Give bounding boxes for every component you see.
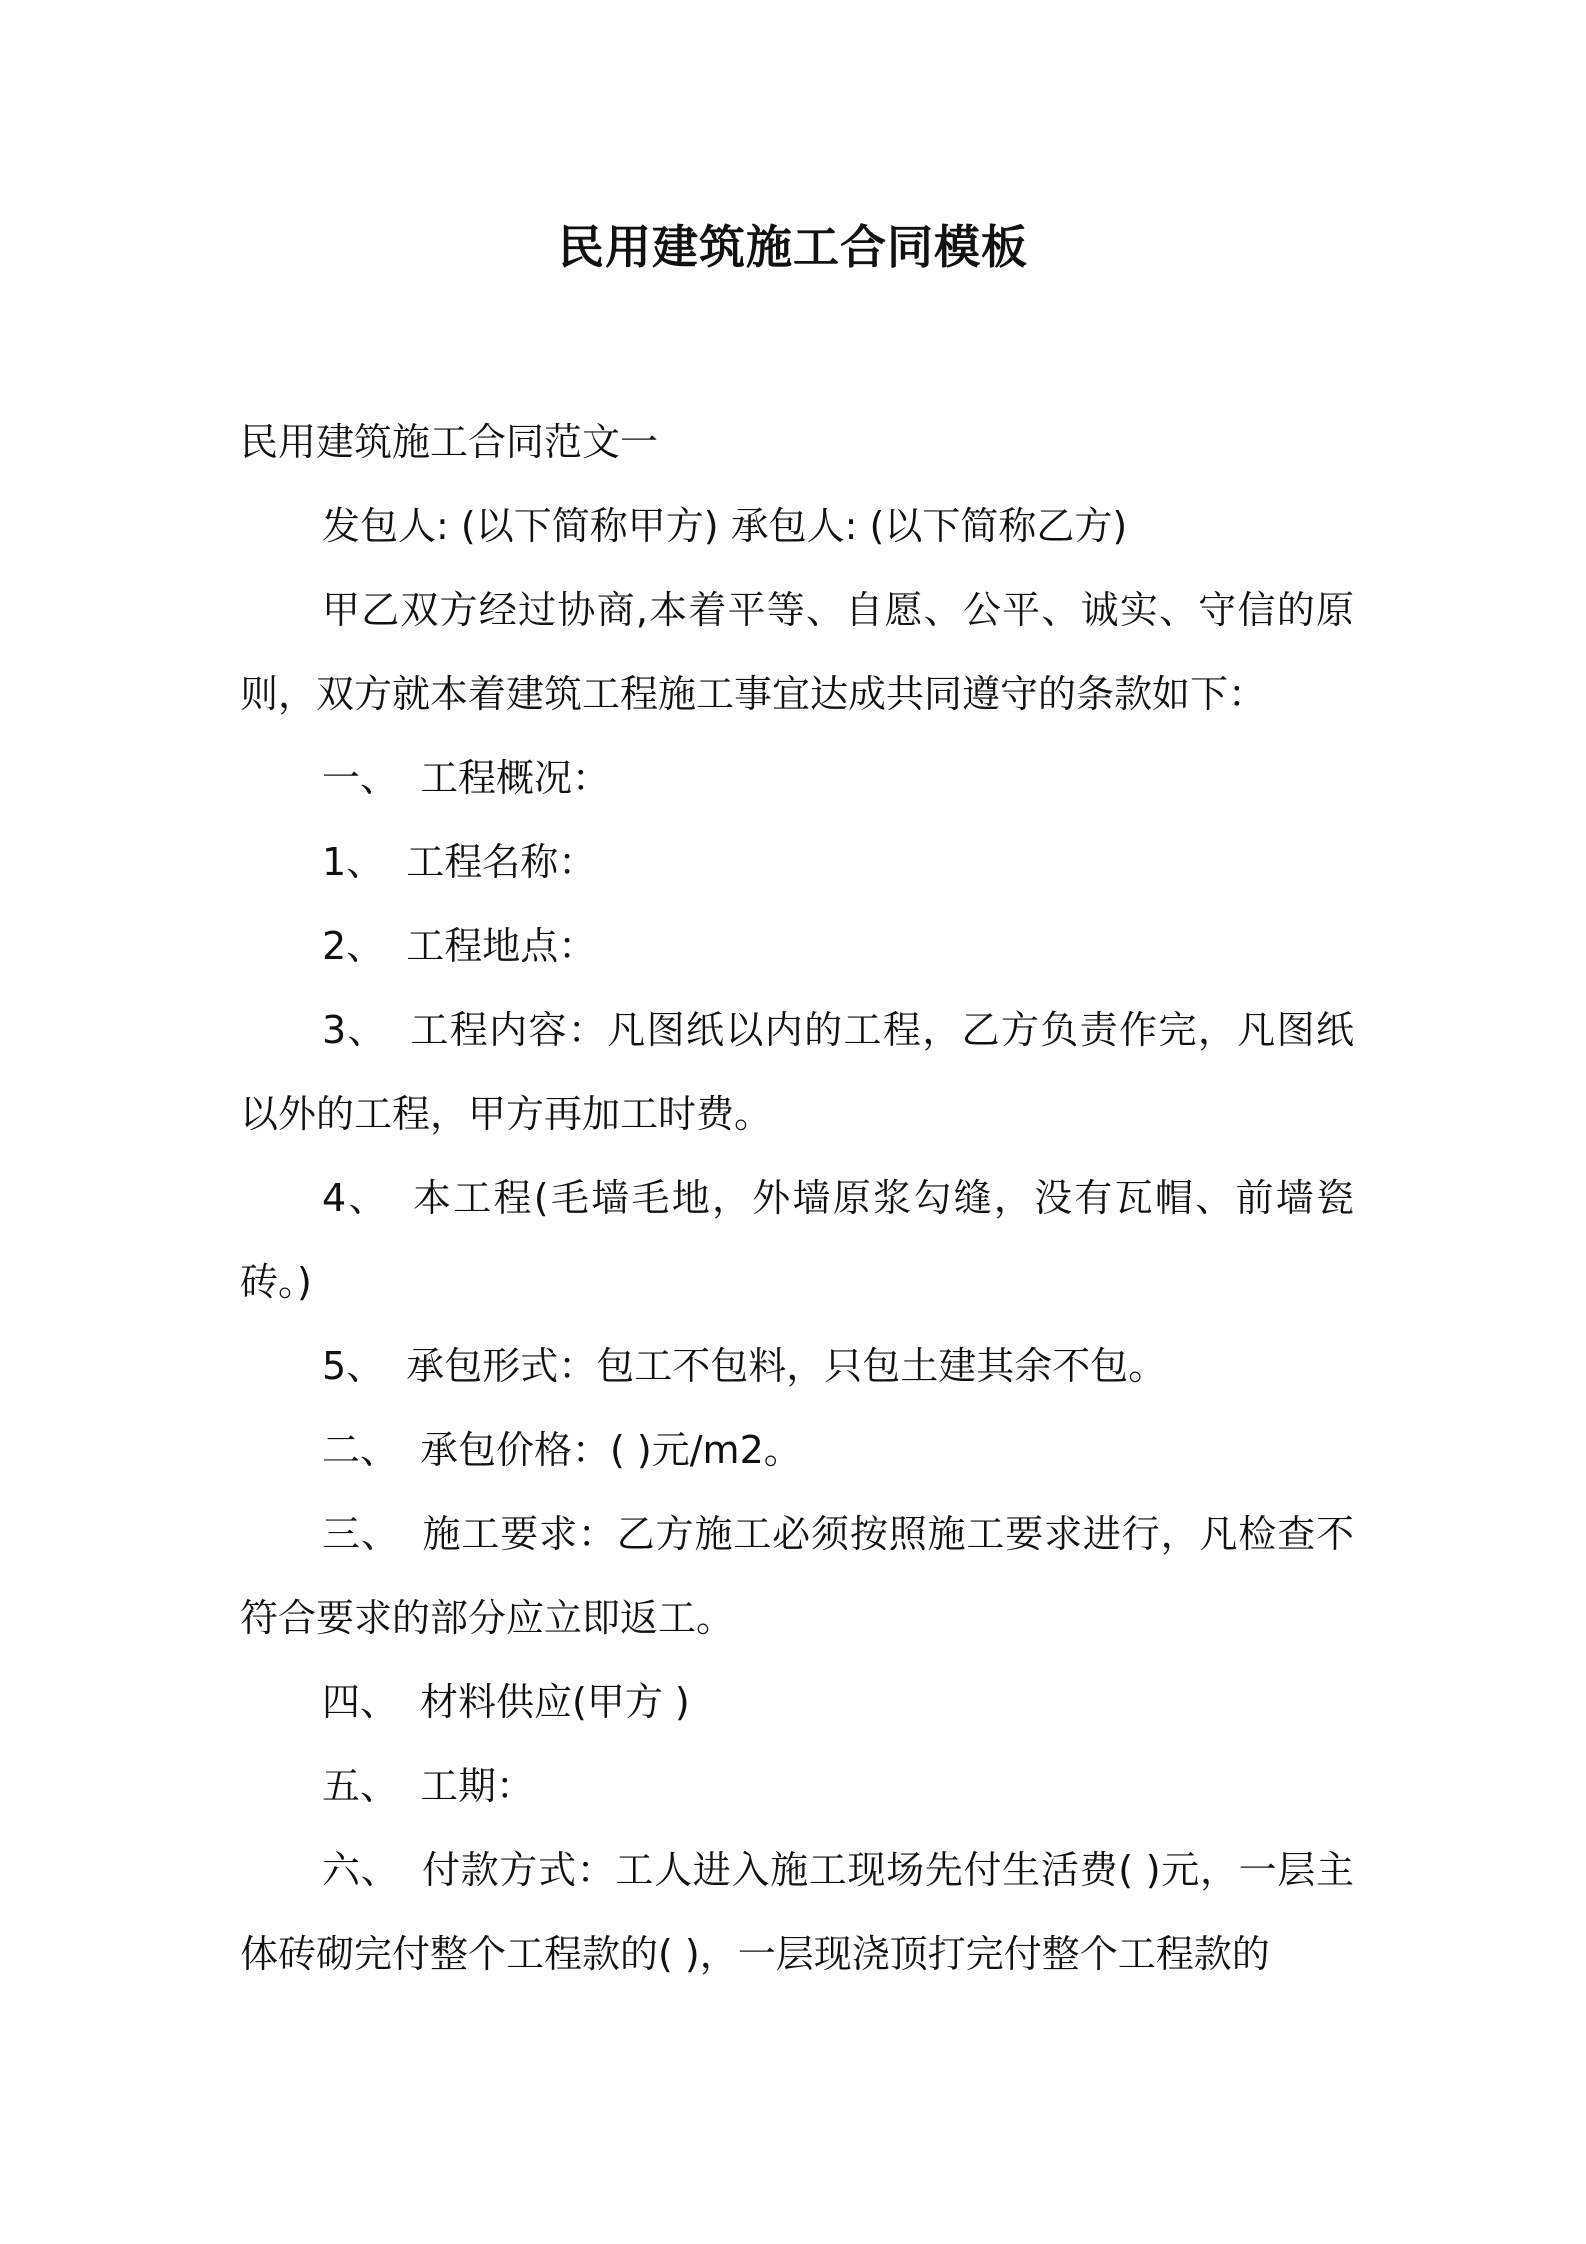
section-6	[240, 1828, 1354, 1996]
item-1	[240, 820, 1354, 904]
item-text: 工程地点：	[406, 924, 597, 968]
section-text: 工期：	[420, 1764, 535, 1808]
item-4	[240, 1156, 1354, 1324]
section-number: 四、	[322, 1680, 399, 1724]
section-text: 承包价格：( )元/m2。	[420, 1428, 802, 1472]
section-number: 一、	[322, 756, 399, 800]
item-text: 本工程(毛墙毛地，外墙原浆勾缝，没有瓦帽、前墙瓷砖。)	[240, 1176, 1354, 1304]
item-text: 承包形式：包工不包料，只包土建其余不包。	[406, 1344, 1167, 1388]
item-number: 4、	[322, 1176, 389, 1220]
section-number: 五、	[322, 1764, 399, 1808]
item-number: 5、	[322, 1344, 385, 1388]
item-text: 工程名称：	[406, 840, 597, 884]
parties-line: 发包人: (以下简称甲方) 承包人: (以下简称乙方)	[322, 504, 1128, 548]
subtitle: 民用建筑施工合同范文一	[240, 420, 659, 464]
document-title: 民用建筑施工合同模板	[558, 220, 1028, 274]
item-number: 2、	[322, 924, 385, 968]
section-4	[240, 1660, 1354, 1744]
section-number: 三、	[322, 1512, 400, 1556]
section-number: 六、	[322, 1848, 400, 1892]
section-text: 付款方式：工人进入施工现场先付生活费( )元，一层主体砖砌完付整个工程款的( )，一层现浇顶打完付整个工程款的	[240, 1848, 1354, 1976]
section-text: 材料供应(甲方 )	[420, 1680, 690, 1724]
document-body	[240, 400, 1354, 1996]
section-5	[240, 1744, 1354, 1828]
item-2	[240, 904, 1354, 988]
item-number: 3、	[322, 1008, 387, 1052]
intro-paragraph: 甲乙双方经过协商,本着平等、自愿、公平、诚实、守信的原则，双方就本着建筑工程施工事宜达成共同遵守的条款如下：	[240, 588, 1354, 716]
section-3	[240, 1492, 1354, 1660]
item-3	[240, 988, 1354, 1156]
section-1	[240, 736, 1354, 820]
item-5	[240, 1324, 1354, 1408]
section-2	[240, 1408, 1354, 1492]
section-text: 工程概况：	[420, 756, 611, 800]
item-number: 1、	[322, 840, 385, 884]
section-number: 二、	[322, 1428, 399, 1472]
section-text: 施工要求：乙方施工必须按照施工要求进行，凡检查不符合要求的部分应立即返工。	[240, 1512, 1354, 1640]
item-text: 工程内容：凡图纸以内的工程，乙方负责作完，凡图纸以外的工程，甲方再加工时费。	[240, 1008, 1354, 1136]
